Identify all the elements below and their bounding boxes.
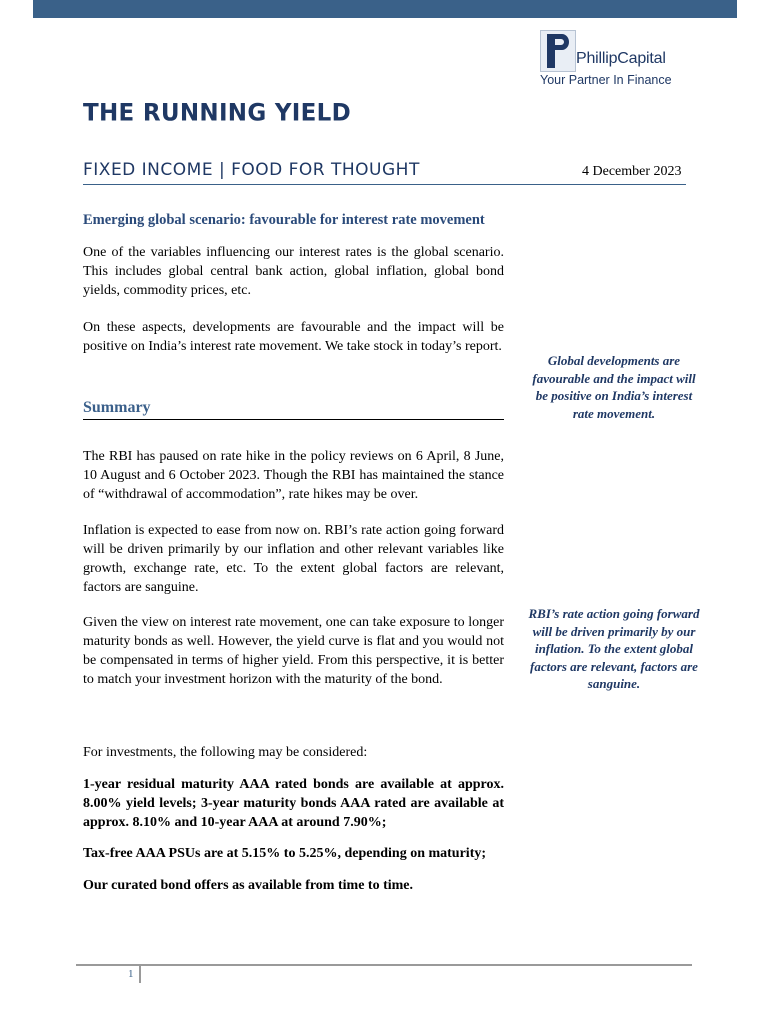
paragraph-text: For investments, the following may be considered: (83, 745, 368, 760)
title-divider (83, 184, 686, 185)
page-number-divider (139, 966, 141, 983)
paragraph-text: Our curated bond offers as available from time to time. (83, 878, 413, 893)
section-heading: Emerging global scenario: favourable for interest rate movement (83, 212, 485, 228)
summary-paragraph-2 (83, 521, 504, 597)
logo-p-icon (540, 30, 576, 72)
intro-paragraph-2 (83, 318, 504, 356)
summary-paragraph-1 (83, 447, 504, 504)
paragraph-text: One of the variables influencing our interest rates is the global scenario. This includes global central bank action, global inflation, global bond yields, commodity prices, etc. (83, 245, 504, 298)
paragraph-text: Inflation is expected to ease from now on. RBI’s rate action going forward will be driven primarily by our inflation and other relevant variables like growth, exchange rate, etc. To the extent global factors are relevant, factors are sanguine. (83, 523, 504, 595)
summary-paragraph-4 (83, 743, 504, 762)
paragraph-text: On these aspects, developments are favourable and the impact will be positive on India’s interest rate movement. We take stock in today’s report. (83, 320, 504, 354)
page-number: 1 (128, 968, 134, 980)
company-logo (540, 30, 700, 90)
report-title: THE RUNNING YIELD (83, 99, 352, 127)
paragraph-text: Tax-free AAA PSUs are at 5.15% to 5.25%, depending on maturity; (83, 846, 487, 861)
sidebar-note-1: Global developments are favourable and the impact will be positive on India’s interest rate movement. (532, 353, 696, 421)
footer-divider (76, 964, 692, 966)
logo-name: PhillipCapital (576, 50, 666, 67)
paragraph-text: The RBI has paused on rate hike in the policy reviews on 6 April, 8 June, 10 August and 6 October 2023. Though the RBI has maintained the stance of “withdrawal of accommodation”, rate hikes may be over. (83, 449, 504, 502)
logo-tagline: Your Partner In Finance (540, 73, 672, 87)
header-band (33, 0, 737, 18)
paragraph-text: Given the view on interest rate movement, one can take exposure to longer maturity bonds as well. However, the yield curve is flat and you would not be compensated in terms of higher yield. From this perspective, it is better to match your investment horizon with the maturity of the bond. (83, 615, 504, 687)
investment-point-1 (83, 775, 504, 832)
summary-heading: Summary (83, 399, 504, 420)
summary-paragraph-3 (83, 613, 504, 689)
sidebar-note-2: RBI’s rate action going forward will be driven primarily by our inflation. To the extent global factors are relevant, factors are sanguine. (528, 606, 700, 691)
intro-paragraph-1 (83, 243, 504, 300)
paragraph-text: 1-year residual maturity AAA rated bonds are available at approx. 8.00% yield levels; 3-year maturity bonds AAA rated are available at approx. 8.10% and 10-year AAA at around 7.90%; (83, 777, 504, 830)
report-date: 4 December 2023 (582, 164, 682, 179)
investment-point-3 (83, 876, 504, 895)
investment-point-2 (83, 844, 504, 863)
report-subtitle: FIXED INCOME | FOOD FOR THOUGHT (83, 160, 420, 180)
